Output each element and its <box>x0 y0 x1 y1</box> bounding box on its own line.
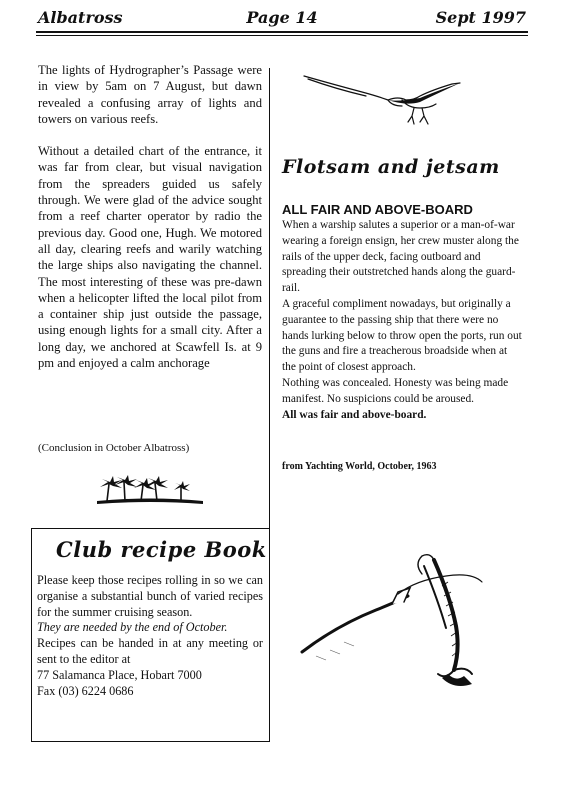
article-title: ALL FAIR AND ABOVE-BOARD <box>282 202 473 217</box>
editor-fax: Fax (03) 6224 0686 <box>37 683 134 698</box>
article-body <box>282 218 522 423</box>
recipe-appeal: Please keep those recipes rolling in so we can organise a substantial bunch of varied recipes for the summer cruising season. <box>37 573 263 619</box>
newsletter-name: Albatross <box>38 8 123 27</box>
recipe-submission: Recipes can be handed in at any meeting or sent to the editor at <box>37 636 263 666</box>
article-paragraph: A graceful compliment nowadays, but originally a guarantee to the passing ship that there were no hands lurking below to throw open the ports, run out the guns and fire a treacherous broadside when at the point of closest approach. <box>282 297 522 374</box>
article-paragraph: The lights of Hydrographer’s Passage were in view by 5am on 7 August, but dawn revealed a confusing array of lights and towers on various reefs. <box>38 63 262 126</box>
anchor-icon <box>296 546 486 692</box>
issue-date: Sept 1997 <box>435 8 526 27</box>
header-rule-thin <box>36 35 528 36</box>
article-paragraph: Without a detailed chart of the entrance, it was far from clear, but visual navigation from the spreaders guided us safely through. We were glad of the advice sought from a reef charter operator by radio the previous day. Good one, Hugh. We motored all day, clearing reefs and warily watching the large ships also navigating the channel. The most interesting of these was pre-dawn when a helicopter lifted the local pilot from a container ship just outside the passage, using enough lights for a small city. After a long day, we anchored at Scawfell Is. at 9 pm and enjoyed a calm anchorage <box>38 144 262 371</box>
article-closing: All was fair and above-board. <box>282 408 427 421</box>
article-paragraph: Nothing was concealed. Honesty was being made manifest. No suspicions could be aroused. <box>282 376 509 405</box>
seagull-icon <box>302 70 462 134</box>
recipe-book-body <box>37 573 263 699</box>
recipe-book-box <box>31 528 270 742</box>
voyage-article <box>38 62 262 387</box>
continuation-note: (Conclusion in October Albatross) <box>38 442 190 454</box>
section-title: Flotsam and jetsam <box>282 156 500 178</box>
article-paragraph: When a warship salutes a superior or a man-of-war wearing a foreign ensign, her crew muster along the rails of the upper deck, facing outboard and spreading their outstretched hands along the guard-rail. <box>282 219 519 295</box>
page-header <box>38 8 526 30</box>
recipe-deadline: They are needed by the end of October. <box>37 620 228 635</box>
recipe-book-title: Club recipe Book <box>56 537 267 562</box>
page-number: Page 14 <box>246 8 318 27</box>
palm-trees-icon <box>95 474 205 506</box>
article-source: from Yachting World, October, 1963 <box>282 461 437 472</box>
header-rule <box>36 31 528 33</box>
editor-address: 77 Salamanca Place, Hobart 7000 <box>37 667 202 682</box>
